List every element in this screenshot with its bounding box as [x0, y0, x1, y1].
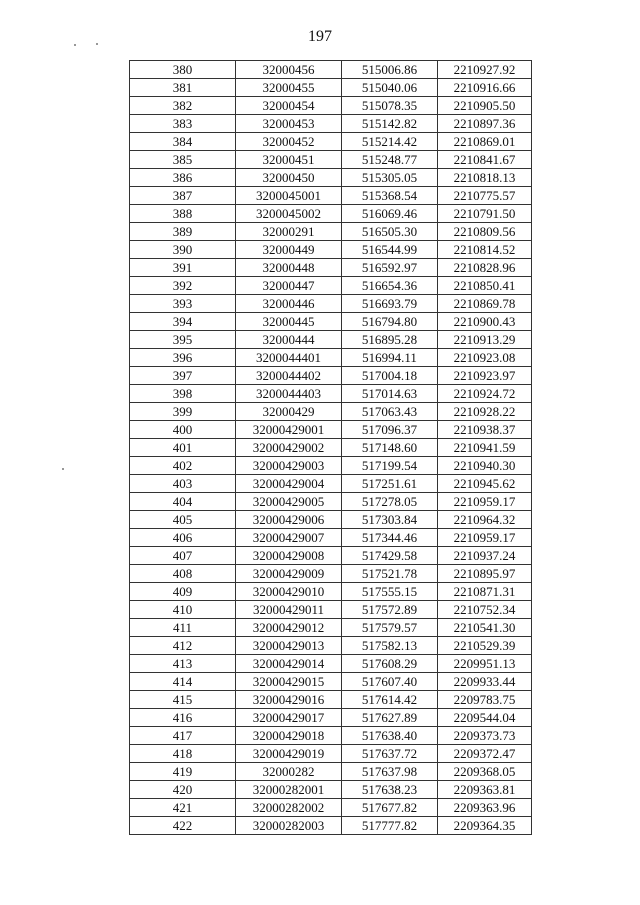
point-id-cell: 32000444 [236, 331, 342, 349]
point-number-cell: 410 [130, 601, 236, 619]
x-coordinate-cell: 516994.11 [342, 349, 438, 367]
point-id-cell: 32000456 [236, 61, 342, 79]
point-id-cell: 3200045001 [236, 187, 342, 205]
y-coordinate-cell: 2209783.75 [438, 691, 532, 709]
table-row [130, 349, 532, 367]
table-row [130, 691, 532, 709]
x-coordinate-cell: 517677.82 [342, 799, 438, 817]
point-id-cell: 32000429010 [236, 583, 342, 601]
table-row [130, 151, 532, 169]
point-number-cell: 387 [130, 187, 236, 205]
table-row [130, 781, 532, 799]
point-number-cell: 395 [130, 331, 236, 349]
table-row [130, 601, 532, 619]
table-row [130, 583, 532, 601]
x-coordinate-cell: 517063.43 [342, 403, 438, 421]
point-number-cell: 421 [130, 799, 236, 817]
x-coordinate-cell: 517637.98 [342, 763, 438, 781]
table-row [130, 169, 532, 187]
y-coordinate-cell: 2210913.29 [438, 331, 532, 349]
point-number-cell: 381 [130, 79, 236, 97]
point-number-cell: 394 [130, 313, 236, 331]
x-coordinate-cell: 516654.36 [342, 277, 438, 295]
point-id-cell: 32000282002 [236, 799, 342, 817]
y-coordinate-cell: 2210809.56 [438, 223, 532, 241]
point-id-cell: 32000282003 [236, 817, 342, 835]
x-coordinate-cell: 517582.13 [342, 637, 438, 655]
table-row [130, 241, 532, 259]
point-number-cell: 404 [130, 493, 236, 511]
y-coordinate-cell: 2210905.50 [438, 97, 532, 115]
x-coordinate-cell: 517521.78 [342, 565, 438, 583]
point-number-cell: 407 [130, 547, 236, 565]
point-id-cell: 32000429011 [236, 601, 342, 619]
y-coordinate-cell: 2210871.31 [438, 583, 532, 601]
y-coordinate-cell: 2210964.32 [438, 511, 532, 529]
y-coordinate-cell: 2210529.39 [438, 637, 532, 655]
y-coordinate-cell: 2210818.13 [438, 169, 532, 187]
x-coordinate-cell: 517572.89 [342, 601, 438, 619]
y-coordinate-cell: 2210959.17 [438, 529, 532, 547]
y-coordinate-cell: 2210938.37 [438, 421, 532, 439]
y-coordinate-cell: 2210791.50 [438, 205, 532, 223]
point-number-cell: 406 [130, 529, 236, 547]
x-coordinate-cell: 515368.54 [342, 187, 438, 205]
y-coordinate-cell: 2210752.34 [438, 601, 532, 619]
table-row [130, 745, 532, 763]
table-row [130, 205, 532, 223]
point-id-cell: 32000445 [236, 313, 342, 331]
point-id-cell: 3200045002 [236, 205, 342, 223]
x-coordinate-cell: 517278.05 [342, 493, 438, 511]
x-coordinate-cell: 517251.61 [342, 475, 438, 493]
point-id-cell: 32000429009 [236, 565, 342, 583]
point-id-cell: 32000429014 [236, 655, 342, 673]
y-coordinate-cell: 2210897.36 [438, 115, 532, 133]
y-coordinate-cell: 2209951.13 [438, 655, 532, 673]
point-id-cell: 32000448 [236, 259, 342, 277]
y-coordinate-cell: 2209373.73 [438, 727, 532, 745]
x-coordinate-cell: 517608.29 [342, 655, 438, 673]
y-coordinate-cell: 2210923.97 [438, 367, 532, 385]
table-row [130, 727, 532, 745]
point-number-cell: 398 [130, 385, 236, 403]
point-number-cell: 416 [130, 709, 236, 727]
point-id-cell: 32000429004 [236, 475, 342, 493]
point-number-cell: 403 [130, 475, 236, 493]
x-coordinate-cell: 517614.42 [342, 691, 438, 709]
y-coordinate-cell: 2210850.41 [438, 277, 532, 295]
y-coordinate-cell: 2210841.67 [438, 151, 532, 169]
table-row [130, 493, 532, 511]
x-coordinate-cell: 517637.72 [342, 745, 438, 763]
x-coordinate-cell: 517579.57 [342, 619, 438, 637]
y-coordinate-cell: 2209544.04 [438, 709, 532, 727]
x-coordinate-cell: 515006.86 [342, 61, 438, 79]
y-coordinate-cell: 2210941.59 [438, 439, 532, 457]
point-number-cell: 405 [130, 511, 236, 529]
x-coordinate-cell: 516794.80 [342, 313, 438, 331]
x-coordinate-cell: 517638.40 [342, 727, 438, 745]
x-coordinate-cell: 517777.82 [342, 817, 438, 835]
point-number-cell: 417 [130, 727, 236, 745]
y-coordinate-cell: 2209933.44 [438, 673, 532, 691]
y-coordinate-cell: 2210945.62 [438, 475, 532, 493]
point-number-cell: 391 [130, 259, 236, 277]
point-id-cell: 32000449 [236, 241, 342, 259]
table-row [130, 439, 532, 457]
x-coordinate-cell: 516895.28 [342, 331, 438, 349]
y-coordinate-cell: 2209368.05 [438, 763, 532, 781]
y-coordinate-cell: 2210923.08 [438, 349, 532, 367]
x-coordinate-cell: 517004.18 [342, 367, 438, 385]
point-id-cell: 32000454 [236, 97, 342, 115]
point-number-cell: 414 [130, 673, 236, 691]
x-coordinate-cell: 515305.05 [342, 169, 438, 187]
y-coordinate-cell: 2210814.52 [438, 241, 532, 259]
scan-speck [74, 44, 76, 46]
point-number-cell: 412 [130, 637, 236, 655]
point-number-cell: 420 [130, 781, 236, 799]
y-coordinate-cell: 2210927.92 [438, 61, 532, 79]
table-row [130, 637, 532, 655]
point-id-cell: 32000455 [236, 79, 342, 97]
table-row [130, 799, 532, 817]
point-id-cell: 32000446 [236, 295, 342, 313]
point-id-cell: 32000451 [236, 151, 342, 169]
point-number-cell: 388 [130, 205, 236, 223]
y-coordinate-cell: 2210924.72 [438, 385, 532, 403]
point-id-cell: 3200044403 [236, 385, 342, 403]
point-number-cell: 419 [130, 763, 236, 781]
y-coordinate-cell: 2210869.78 [438, 295, 532, 313]
scan-speck [62, 468, 64, 470]
table-row [130, 277, 532, 295]
x-coordinate-cell: 517148.60 [342, 439, 438, 457]
point-number-cell: 382 [130, 97, 236, 115]
point-number-cell: 392 [130, 277, 236, 295]
point-number-cell: 389 [130, 223, 236, 241]
x-coordinate-cell: 515078.35 [342, 97, 438, 115]
x-coordinate-cell: 515040.06 [342, 79, 438, 97]
table-row [130, 529, 532, 547]
x-coordinate-cell: 517627.89 [342, 709, 438, 727]
point-number-cell: 408 [130, 565, 236, 583]
coordinates-table [129, 60, 532, 835]
table-row [130, 61, 532, 79]
point-id-cell: 3200044402 [236, 367, 342, 385]
y-coordinate-cell: 2210937.24 [438, 547, 532, 565]
x-coordinate-cell: 517638.23 [342, 781, 438, 799]
point-id-cell: 32000429018 [236, 727, 342, 745]
x-coordinate-cell: 516544.99 [342, 241, 438, 259]
point-number-cell: 390 [130, 241, 236, 259]
point-id-cell: 32000282001 [236, 781, 342, 799]
point-number-cell: 422 [130, 817, 236, 835]
point-number-cell: 384 [130, 133, 236, 151]
point-id-cell: 32000450 [236, 169, 342, 187]
y-coordinate-cell: 2210959.17 [438, 493, 532, 511]
point-number-cell: 383 [130, 115, 236, 133]
table-row [130, 223, 532, 241]
y-coordinate-cell: 2209363.81 [438, 781, 532, 799]
table-row [130, 619, 532, 637]
x-coordinate-cell: 517555.15 [342, 583, 438, 601]
table-row [130, 403, 532, 421]
point-id-cell: 32000429 [236, 403, 342, 421]
point-id-cell: 32000429002 [236, 439, 342, 457]
x-coordinate-cell: 515214.42 [342, 133, 438, 151]
x-coordinate-cell: 517199.54 [342, 457, 438, 475]
x-coordinate-cell: 515248.77 [342, 151, 438, 169]
table-row [130, 295, 532, 313]
y-coordinate-cell: 2210869.01 [438, 133, 532, 151]
point-id-cell: 32000282 [236, 763, 342, 781]
table-row [130, 511, 532, 529]
table-row [130, 115, 532, 133]
x-coordinate-cell: 517607.40 [342, 673, 438, 691]
point-id-cell: 32000429003 [236, 457, 342, 475]
y-coordinate-cell: 2209363.96 [438, 799, 532, 817]
y-coordinate-cell: 2210828.96 [438, 259, 532, 277]
table-row [130, 475, 532, 493]
point-id-cell: 32000429008 [236, 547, 342, 565]
point-id-cell: 32000429013 [236, 637, 342, 655]
point-id-cell: 32000429017 [236, 709, 342, 727]
point-id-cell: 32000429019 [236, 745, 342, 763]
point-id-cell: 32000453 [236, 115, 342, 133]
table-row [130, 79, 532, 97]
point-id-cell: 32000429012 [236, 619, 342, 637]
table-row [130, 259, 532, 277]
point-number-cell: 418 [130, 745, 236, 763]
table-row [130, 565, 532, 583]
x-coordinate-cell: 517014.63 [342, 385, 438, 403]
point-id-cell: 32000429016 [236, 691, 342, 709]
point-id-cell: 32000291 [236, 223, 342, 241]
y-coordinate-cell: 2210928.22 [438, 403, 532, 421]
table-row [130, 709, 532, 727]
x-coordinate-cell: 517303.84 [342, 511, 438, 529]
table-row [130, 187, 532, 205]
table-row [130, 673, 532, 691]
y-coordinate-cell: 2210541.30 [438, 619, 532, 637]
point-number-cell: 393 [130, 295, 236, 313]
table-row [130, 97, 532, 115]
table-row [130, 655, 532, 673]
x-coordinate-cell: 516592.97 [342, 259, 438, 277]
page-number: 197 [308, 28, 332, 45]
y-coordinate-cell: 2210775.57 [438, 187, 532, 205]
point-id-cell: 32000429005 [236, 493, 342, 511]
y-coordinate-cell: 2209372.47 [438, 745, 532, 763]
point-id-cell: 32000429015 [236, 673, 342, 691]
y-coordinate-cell: 2210900.43 [438, 313, 532, 331]
point-id-cell: 32000452 [236, 133, 342, 151]
point-number-cell: 411 [130, 619, 236, 637]
scan-speck [96, 43, 98, 45]
point-number-cell: 400 [130, 421, 236, 439]
table-row [130, 457, 532, 475]
y-coordinate-cell: 2210940.30 [438, 457, 532, 475]
table-row [130, 331, 532, 349]
point-id-cell: 32000429007 [236, 529, 342, 547]
point-number-cell: 413 [130, 655, 236, 673]
point-id-cell: 32000447 [236, 277, 342, 295]
table-row [130, 763, 532, 781]
point-number-cell: 380 [130, 61, 236, 79]
x-coordinate-cell: 516069.46 [342, 205, 438, 223]
x-coordinate-cell: 517344.46 [342, 529, 438, 547]
point-id-cell: 32000429001 [236, 421, 342, 439]
table-row [130, 133, 532, 151]
point-number-cell: 415 [130, 691, 236, 709]
point-number-cell: 401 [130, 439, 236, 457]
point-number-cell: 386 [130, 169, 236, 187]
x-coordinate-cell: 517429.58 [342, 547, 438, 565]
table-row [130, 385, 532, 403]
point-number-cell: 402 [130, 457, 236, 475]
y-coordinate-cell: 2210895.97 [438, 565, 532, 583]
x-coordinate-cell: 516693.79 [342, 295, 438, 313]
point-id-cell: 3200044401 [236, 349, 342, 367]
point-number-cell: 409 [130, 583, 236, 601]
table-row [130, 817, 532, 835]
point-id-cell: 32000429006 [236, 511, 342, 529]
table-row [130, 313, 532, 331]
table-row [130, 547, 532, 565]
point-number-cell: 397 [130, 367, 236, 385]
point-number-cell: 399 [130, 403, 236, 421]
x-coordinate-cell: 517096.37 [342, 421, 438, 439]
point-number-cell: 385 [130, 151, 236, 169]
table-row [130, 421, 532, 439]
y-coordinate-cell: 2209364.35 [438, 817, 532, 835]
y-coordinate-cell: 2210916.66 [438, 79, 532, 97]
table-row [130, 367, 532, 385]
x-coordinate-cell: 515142.82 [342, 115, 438, 133]
point-number-cell: 396 [130, 349, 236, 367]
x-coordinate-cell: 516505.30 [342, 223, 438, 241]
coordinates-table-body [130, 61, 532, 835]
